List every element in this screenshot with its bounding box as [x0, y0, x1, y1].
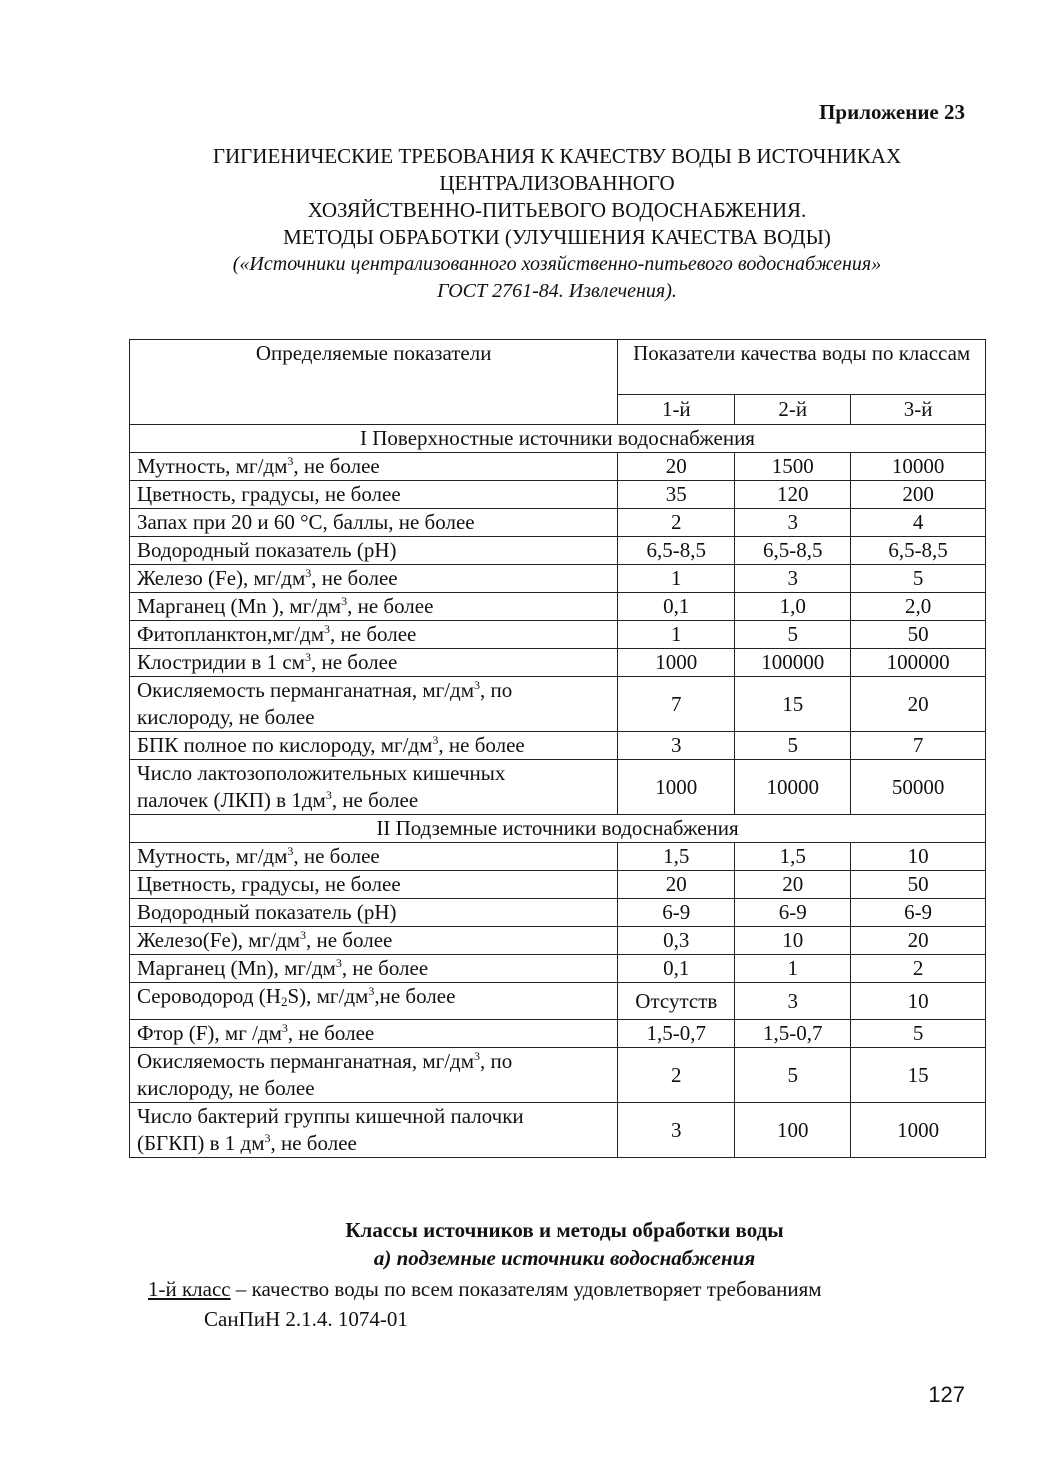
value-class-3: 6,5-8,5	[851, 537, 986, 565]
section-surface-title: I Поверхностные источники водоснабжения	[130, 425, 986, 453]
class-1-text: – качество воды по всем показателям удовлетворяет требованиям	[230, 1277, 822, 1301]
value-class-2: 10	[735, 927, 851, 955]
table-row	[130, 899, 986, 927]
value-class-3: 100000	[851, 649, 986, 677]
value-class-3: 20	[851, 677, 986, 732]
table-row	[130, 927, 986, 955]
value-class-3: 15	[851, 1048, 986, 1103]
class-1-paragraph	[148, 1274, 966, 1334]
section-row	[130, 815, 986, 843]
classes-subheading: а) подземные источники водоснабжения	[373, 1246, 756, 1270]
row-label: Водородный показатель (рН)	[130, 537, 618, 565]
section-row	[130, 425, 986, 453]
value-class-2: 5	[735, 732, 851, 760]
title-line-2: ЦЕНТРАЛИЗОВАННОГО	[439, 171, 675, 195]
value-class-2: 100000	[735, 649, 851, 677]
value-class-1: 6,5-8,5	[618, 537, 735, 565]
value-class-3: 1000	[851, 1103, 986, 1158]
table-row	[130, 509, 986, 537]
table-row	[130, 677, 986, 732]
value-class-1: 35	[618, 481, 735, 509]
value-class-1: 7	[618, 677, 735, 732]
value-class-3: 4	[851, 509, 986, 537]
value-class-1: 6-9	[618, 899, 735, 927]
value-class-2: 6,5-8,5	[735, 537, 851, 565]
value-class-3: 5	[851, 1020, 986, 1048]
value-class-2: 5	[735, 621, 851, 649]
value-class-2: 1500	[735, 453, 851, 481]
row-label: Число лактозоположительных кишечных палочек (ЛКП) в $1дм^3$, не более	[130, 760, 618, 815]
value-class-3: 50	[851, 621, 986, 649]
value-class-2: 3	[735, 983, 851, 1020]
value-class-1: 2	[618, 509, 735, 537]
value-class-2: 6-9	[735, 899, 851, 927]
table-row	[130, 1020, 986, 1048]
section-ground-title: II Подземные источники водоснабжения	[130, 815, 986, 843]
value-class-3: 10000	[851, 453, 986, 481]
value-class-1: 20	[618, 453, 735, 481]
table-row	[130, 843, 986, 871]
row-label: $Фитопланктон,мг/дм^3$, не более	[130, 621, 618, 649]
value-class-1: 2	[618, 1048, 735, 1103]
value-class-1: 1000	[618, 649, 735, 677]
header-class-1: 1-й	[618, 395, 735, 425]
value-class-2: 1,5-0,7	[735, 1020, 851, 1048]
table-row	[130, 649, 986, 677]
row-label: Окисляемость перманганатная, $мг/дм^3$, по кислороду, не более	[130, 677, 618, 732]
value-class-1: 1,5-0,7	[618, 1020, 735, 1048]
class-1-text-line-2: СанПиН 2.1.4. 1074-01	[204, 1307, 408, 1331]
value-class-1: 0,1	[618, 955, 735, 983]
value-class-3: 6-9	[851, 899, 986, 927]
value-class-1: 3	[618, 732, 735, 760]
title-line-4: МЕТОДЫ ОБРАБОТКИ (УЛУЧШЕНИЯ КАЧЕСТВА ВОДЫ)	[283, 225, 831, 249]
value-class-3: 10	[851, 843, 986, 871]
table-row	[130, 537, 986, 565]
value-class-2: 15	[735, 677, 851, 732]
appendix-label: Приложение 23	[819, 100, 965, 124]
row-label: Цветность, градусы, не более	[130, 871, 618, 899]
value-class-2: 1,0	[735, 593, 851, 621]
table-row	[130, 593, 986, 621]
value-class-1: 1	[618, 565, 735, 593]
table-row	[130, 760, 986, 815]
table-row	[130, 955, 986, 983]
row-label: Железо(Fe), $мг/дм^3$, не более	[130, 927, 618, 955]
value-class-2: 20	[735, 871, 851, 899]
row-label: Сероводород $(H_2S)$, $мг/дм^3,не$ более	[130, 983, 618, 1020]
table-row	[130, 1048, 986, 1103]
table-row	[130, 453, 986, 481]
value-class-3: 50000	[851, 760, 986, 815]
value-class-1: 20	[618, 871, 735, 899]
value-class-1: 0,3	[618, 927, 735, 955]
row-label: Клостридии в 1 $см^3$, не более	[130, 649, 618, 677]
value-class-3: 2	[851, 955, 986, 983]
title-line-1: ГИГИЕНИЧЕСКИЕ ТРЕБОВАНИЯ К КАЧЕСТВУ ВОДЫ В ИСТОЧНИКАХ	[212, 144, 902, 168]
row-label: Запах при 20 и 60 °С, баллы, не более	[130, 509, 618, 537]
header-class-3: 3-й	[851, 395, 986, 425]
table-row	[130, 871, 986, 899]
value-class-3: 20	[851, 927, 986, 955]
page-number: 127	[928, 1382, 965, 1407]
classes-heading: Классы источников и методы обработки воды	[345, 1218, 784, 1242]
table-header-row	[130, 340, 986, 395]
value-class-2: 5	[735, 1048, 851, 1103]
value-class-2: 120	[735, 481, 851, 509]
row-label: Фтор (F), мг $/дм^3$, не более	[130, 1020, 618, 1048]
row-label: Цветность, градусы, не более	[130, 481, 618, 509]
table-row	[130, 481, 986, 509]
title-line-3: ХОЗЯЙСТВЕННО-ПИТЬЕВОГО ВОДОСНАБЖЕНИЯ.	[307, 198, 807, 222]
value-class-2: 100	[735, 1103, 851, 1158]
table-row	[130, 732, 986, 760]
row-label: Железо (Fe), $мг/дм^3$, не более	[130, 565, 618, 593]
row-label: Марганец (Mn ), $мг/дм^3$, не более	[130, 593, 618, 621]
value-class-3: 200	[851, 481, 986, 509]
table-row	[130, 621, 986, 649]
value-class-2: 3	[735, 565, 851, 593]
row-label: Водородный показатель (рН)	[130, 899, 618, 927]
value-class-3: 2,0	[851, 593, 986, 621]
row-label: Мутность, $мг/дм^3$, не более	[130, 453, 618, 481]
table-row	[130, 1103, 986, 1158]
value-class-2: 1,5	[735, 843, 851, 871]
table-row	[130, 983, 986, 1020]
header-indicator: Определяемые показатели	[130, 340, 618, 425]
row-label: Марганец (Mn), $мг/дм^3$, не более	[130, 955, 618, 983]
value-class-1: 3	[618, 1103, 735, 1158]
value-class-3: 7	[851, 732, 986, 760]
water-quality-table	[129, 339, 986, 1158]
value-class-1: 1,5	[618, 843, 735, 871]
value-class-1: 1	[618, 621, 735, 649]
title-source-line-2: ГОСТ 2761-84. Извлечения).	[437, 280, 677, 302]
value-class-1: 1000	[618, 760, 735, 815]
document-title	[100, 143, 1014, 305]
row-label: Окисляемость перманганатная, $мг/дм^3$, по кислороду, не более	[130, 1048, 618, 1103]
value-class-3: 50	[851, 871, 986, 899]
table-row	[130, 565, 986, 593]
title-source-line-1: («Источники централизованного хозяйственно-питьевого водоснабжения»	[232, 253, 882, 275]
header-quality: Показатели качества воды по классам	[618, 340, 986, 395]
header-class-2: 2-й	[735, 395, 851, 425]
value-class-1: Отсутств	[618, 983, 735, 1020]
row-label: Мутность, $мг/дм^3$, не более	[130, 843, 618, 871]
class-1-label: 1-й класс	[148, 1277, 231, 1301]
value-class-3: 10	[851, 983, 986, 1020]
value-class-2: 10000	[735, 760, 851, 815]
value-class-2: 1	[735, 955, 851, 983]
value-class-3: 5	[851, 565, 986, 593]
value-class-1: 0,1	[618, 593, 735, 621]
row-label: Число бактерий группы кишечной палочки (БГКП) в 1 $дм^3$, не более	[130, 1103, 618, 1158]
value-class-2: 3	[735, 509, 851, 537]
row-label: БПК полное по кислороду, $мг/дм^3$, не более	[130, 732, 618, 760]
